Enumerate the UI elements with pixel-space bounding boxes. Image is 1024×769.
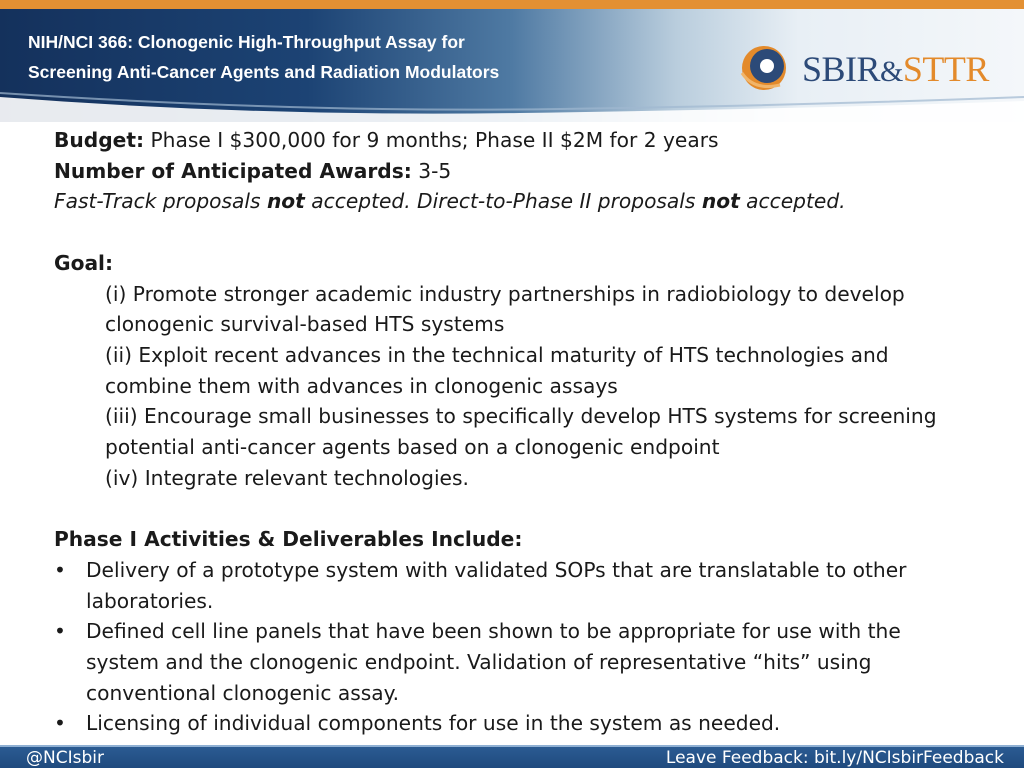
logo-sbir-text: SBIR	[802, 49, 881, 89]
slide-body	[54, 125, 1004, 739]
goal-line-3: (ii) Exploit recent advances in the technical maturity of HTS technologies and	[105, 342, 889, 367]
fasttrack-not-1: not	[266, 189, 305, 214]
fasttrack-part-2: accepted. Direct-to-Phase II proposals	[304, 189, 702, 214]
awards-line	[54, 156, 1004, 187]
slide-title-line-2: Screening Anti-Cancer Agents and Radiation Modulators	[28, 62, 500, 82]
spacer	[54, 217, 1004, 248]
logo-wordmark	[802, 47, 989, 94]
bullet-2-line-2: system and the clonogenic endpoint. Validation of representative “hits” using	[86, 649, 872, 674]
budget-label: Budget:	[54, 128, 145, 152]
slide-title	[28, 27, 678, 87]
top-accent-bar	[0, 0, 1024, 9]
slide-header	[0, 9, 1024, 122]
awards-label: Number of Anticipated Awards:	[54, 158, 412, 183]
bullet-icon: •	[54, 557, 66, 582]
list-item	[54, 616, 1004, 708]
feedback-link[interactable]: Leave Feedback: bit.ly/NCIsbirFeedback	[665, 748, 1004, 768]
twitter-handle[interactable]: @NCIsbir	[26, 748, 104, 768]
bullet-icon: •	[54, 711, 66, 736]
bullet-2-line-1: Defined cell line panels that have been shown to be appropriate for use with the	[86, 619, 901, 644]
bullet-1-line-1: Delivery of a prototype system with validated SOPs that are translatable to other	[86, 557, 907, 582]
spacer	[54, 493, 1004, 524]
fasttrack-part-3: accepted.	[739, 189, 846, 214]
fasttrack-not-2: not	[701, 189, 740, 214]
list-item	[54, 708, 1004, 739]
goal-line-7: (iv) Integrate relevant technologies.	[105, 465, 469, 490]
goal-label: Goal:	[54, 250, 114, 275]
bullet-2-line-3: conventional clonogenic assay.	[86, 680, 400, 705]
goal-heading	[54, 248, 1004, 279]
logo-emblem-icon	[734, 43, 798, 93]
list-item	[54, 555, 1004, 616]
budget-line	[54, 125, 1004, 156]
phase1-heading-text: Phase I Activities & Deliverables Include:	[54, 527, 523, 552]
goal-line-4: combine them with advances in clonogenic assays	[105, 373, 618, 398]
budget-text: Phase I $300,000 for 9 months; Phase II $2M for 2 years	[144, 128, 719, 152]
slide-footer	[0, 745, 1024, 768]
awards-text: 3-5	[411, 158, 452, 183]
bullet-icon: •	[54, 619, 66, 644]
logo-ampersand: &	[880, 55, 903, 88]
phase1-heading	[54, 524, 1004, 555]
bullet-1-line-2: laboratories.	[86, 588, 214, 613]
goal-line-6: potential anti-cancer agents based on a clonogenic endpoint	[105, 435, 720, 460]
fasttrack-part-1: Fast-Track proposals	[54, 189, 267, 214]
goal-line-1: (i) Promote stronger academic industry partnerships in radiobiology to develop	[105, 281, 905, 306]
logo-sttr-text: STTR	[902, 49, 989, 89]
goal-line-5: (iii) Encourage small businesses to specifically develop HTS systems for screening	[105, 404, 937, 429]
sbir-sttr-logo	[734, 43, 1024, 93]
bullet-3-line-1: Licensing of individual components for use in the system as needed.	[86, 711, 781, 736]
fasttrack-line	[54, 186, 1004, 217]
goal-line-2: clonogenic survival-based HTS systems	[105, 312, 505, 337]
slide-title-line-1: NIH/NCI 366: Clonogenic High-Throughput Assay for	[28, 32, 465, 52]
